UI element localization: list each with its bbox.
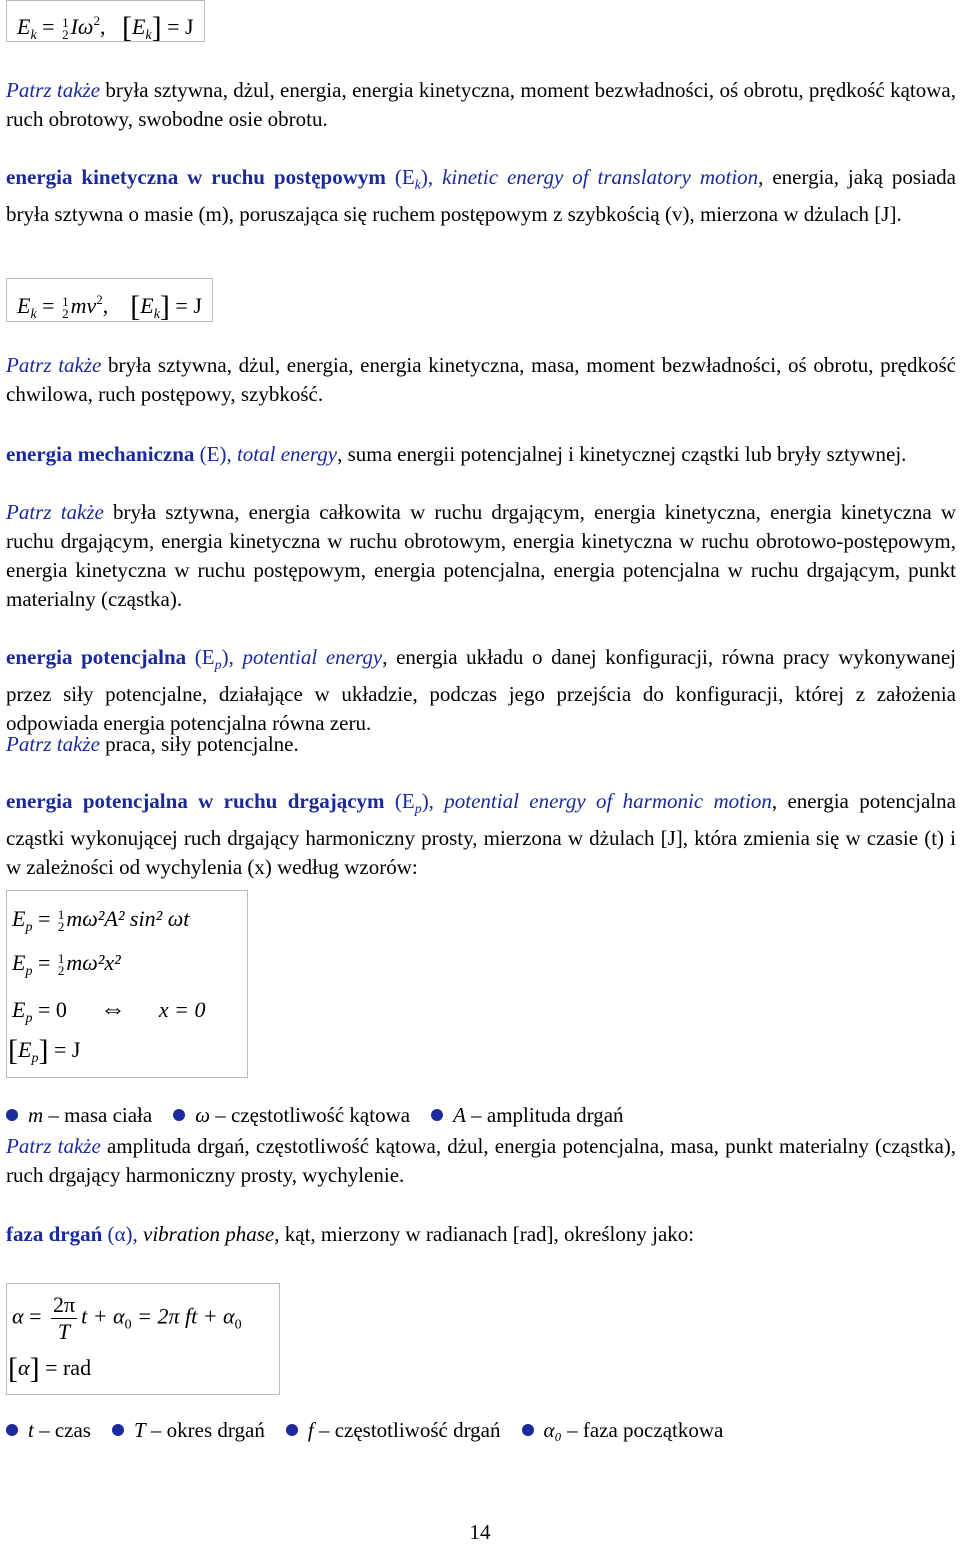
see-also-potential-oscillation: Patrz także amplituda drgań, częstotliwość kątowa, dżul, energia potencjalna, masa, punkt materialny (cząstka), ruch drgający harmoniczny prosty, wychylenie. — [6, 1134, 957, 1187]
formula-potential-line-2: $E_p$ = 1 2 mω²x² — [12, 950, 121, 979]
bullet-icon — [6, 1424, 18, 1436]
entry-potential-oscillation: energia potencjalna w ruchu drgającym $(E_p)$, potential energy of harmonic motion, energia potencjalna cząstki wykonującej ruch drgający harmoniczny prosty, mierzona w dżulach [J], która zmienia się w czasie (t) i w zależności od wychylenia (x) według wzorów: — [6, 789, 956, 879]
bullet-icon — [173, 1109, 185, 1121]
bullet-icon — [112, 1424, 124, 1436]
fraction: 1 2 — [62, 14, 69, 42]
bullet-icon — [286, 1424, 298, 1436]
formula-phase-unit: [α] = rad — [8, 1352, 92, 1385]
formula-potential-line-3: $E_p = 0$ ⇔ x = 0 — [12, 994, 206, 1026]
entry-mechanical-energy: energia mechaniczna (E), total energy, suma energii potencjalnej i kinetycznej cząstki lub bryły sztywnej. — [6, 442, 907, 466]
entry-potential-energy: energia potencjalna $(E_p)$, potential energy, energia układu o danej konfiguracji, równa pracy wykonywanej przez siły potencjalne, działające w układzie, podczas jego przejścia do konfiguracji, której z założenia odpowiada energia potencjalna równa zeru. — [6, 645, 957, 735]
formula-translational-energy: $E_k$ = 1 2 $mv^2$, $[E_k] = J$ — [6, 278, 213, 322]
page-number: 14 — [469, 1520, 491, 1544]
equivalence-arrow: ⇔ — [99, 994, 126, 1023]
legend-phase: t – czas T – okres drgań f – częstotliwość drgań α₀ – faza początkowa — [6, 1418, 723, 1443]
formula-phase-line-1: α = $\frac{2\pi}{T}$ $t + \alpha_0 = 2\pi$ ft + $\alpha_0$ — [12, 1292, 242, 1344]
see-also-translational: Patrz także bryła sztywna, dżul, energia, energia kinetyczna, masa, moment bezwładności, oś obrotu, prędkość chwilowa, ruch postępowy, szybkość. — [6, 353, 956, 406]
see-also-rotational: Patrz także bryła sztywna, dżul, energia, energia kinetyczna, moment bezwładności, oś obrotu, prędkość kątowa, ruch obrotowy, swobodne osie obrotu. — [6, 78, 956, 131]
bullet-icon — [6, 1109, 18, 1121]
entry-kinetic-translational: energia kinetyczna w ruchu postępowym $(E_k)$, kinetic energy of translatory motion, energia, jaką posiada bryła sztywna o masie (m), poruszająca się ruchem postępowym z szybkością (v), mierzona w dżulach [J]. — [6, 165, 956, 226]
formula-potential-line-1: $E_p$ = 1 2 mω²A² sin² ωt — [12, 906, 190, 935]
formula-potential-unit: $[E_p] = J$ — [8, 1034, 81, 1067]
formula-rotational-energy: $E_k$ = 1 2 $I\omega^2$, $[E_k] = J$ — [6, 0, 205, 42]
see-also-potential: Patrz także praca, siły potencjalne. — [6, 732, 299, 756]
see-also-mechanical: Patrz także bryła sztywna, energia całkowita w ruchu drgającym, energia kinetyczna, energia kinetyczna w ruchu drgającym, energia kinetyczna w ruchu obrotowym, energia kinetyczna w ruchu obrotowo-postępowym, energia kinetyczna w ruchu postępowym, energia potencjalna, energia potencjalna w ruchu drgającym, punkt materialny (cząstka). — [6, 500, 957, 611]
entry-vibration-phase: faza drgań (α), vibration phase, kąt, mierzony w radianach [rad], określony jako: — [6, 1222, 695, 1246]
legend-potential: m – masa ciała ω – częstotliwość kątowa A – amplituda drgań — [6, 1103, 624, 1128]
fraction: 1 2 — [62, 293, 69, 321]
bullet-icon — [431, 1109, 443, 1121]
bullet-icon — [522, 1424, 534, 1436]
